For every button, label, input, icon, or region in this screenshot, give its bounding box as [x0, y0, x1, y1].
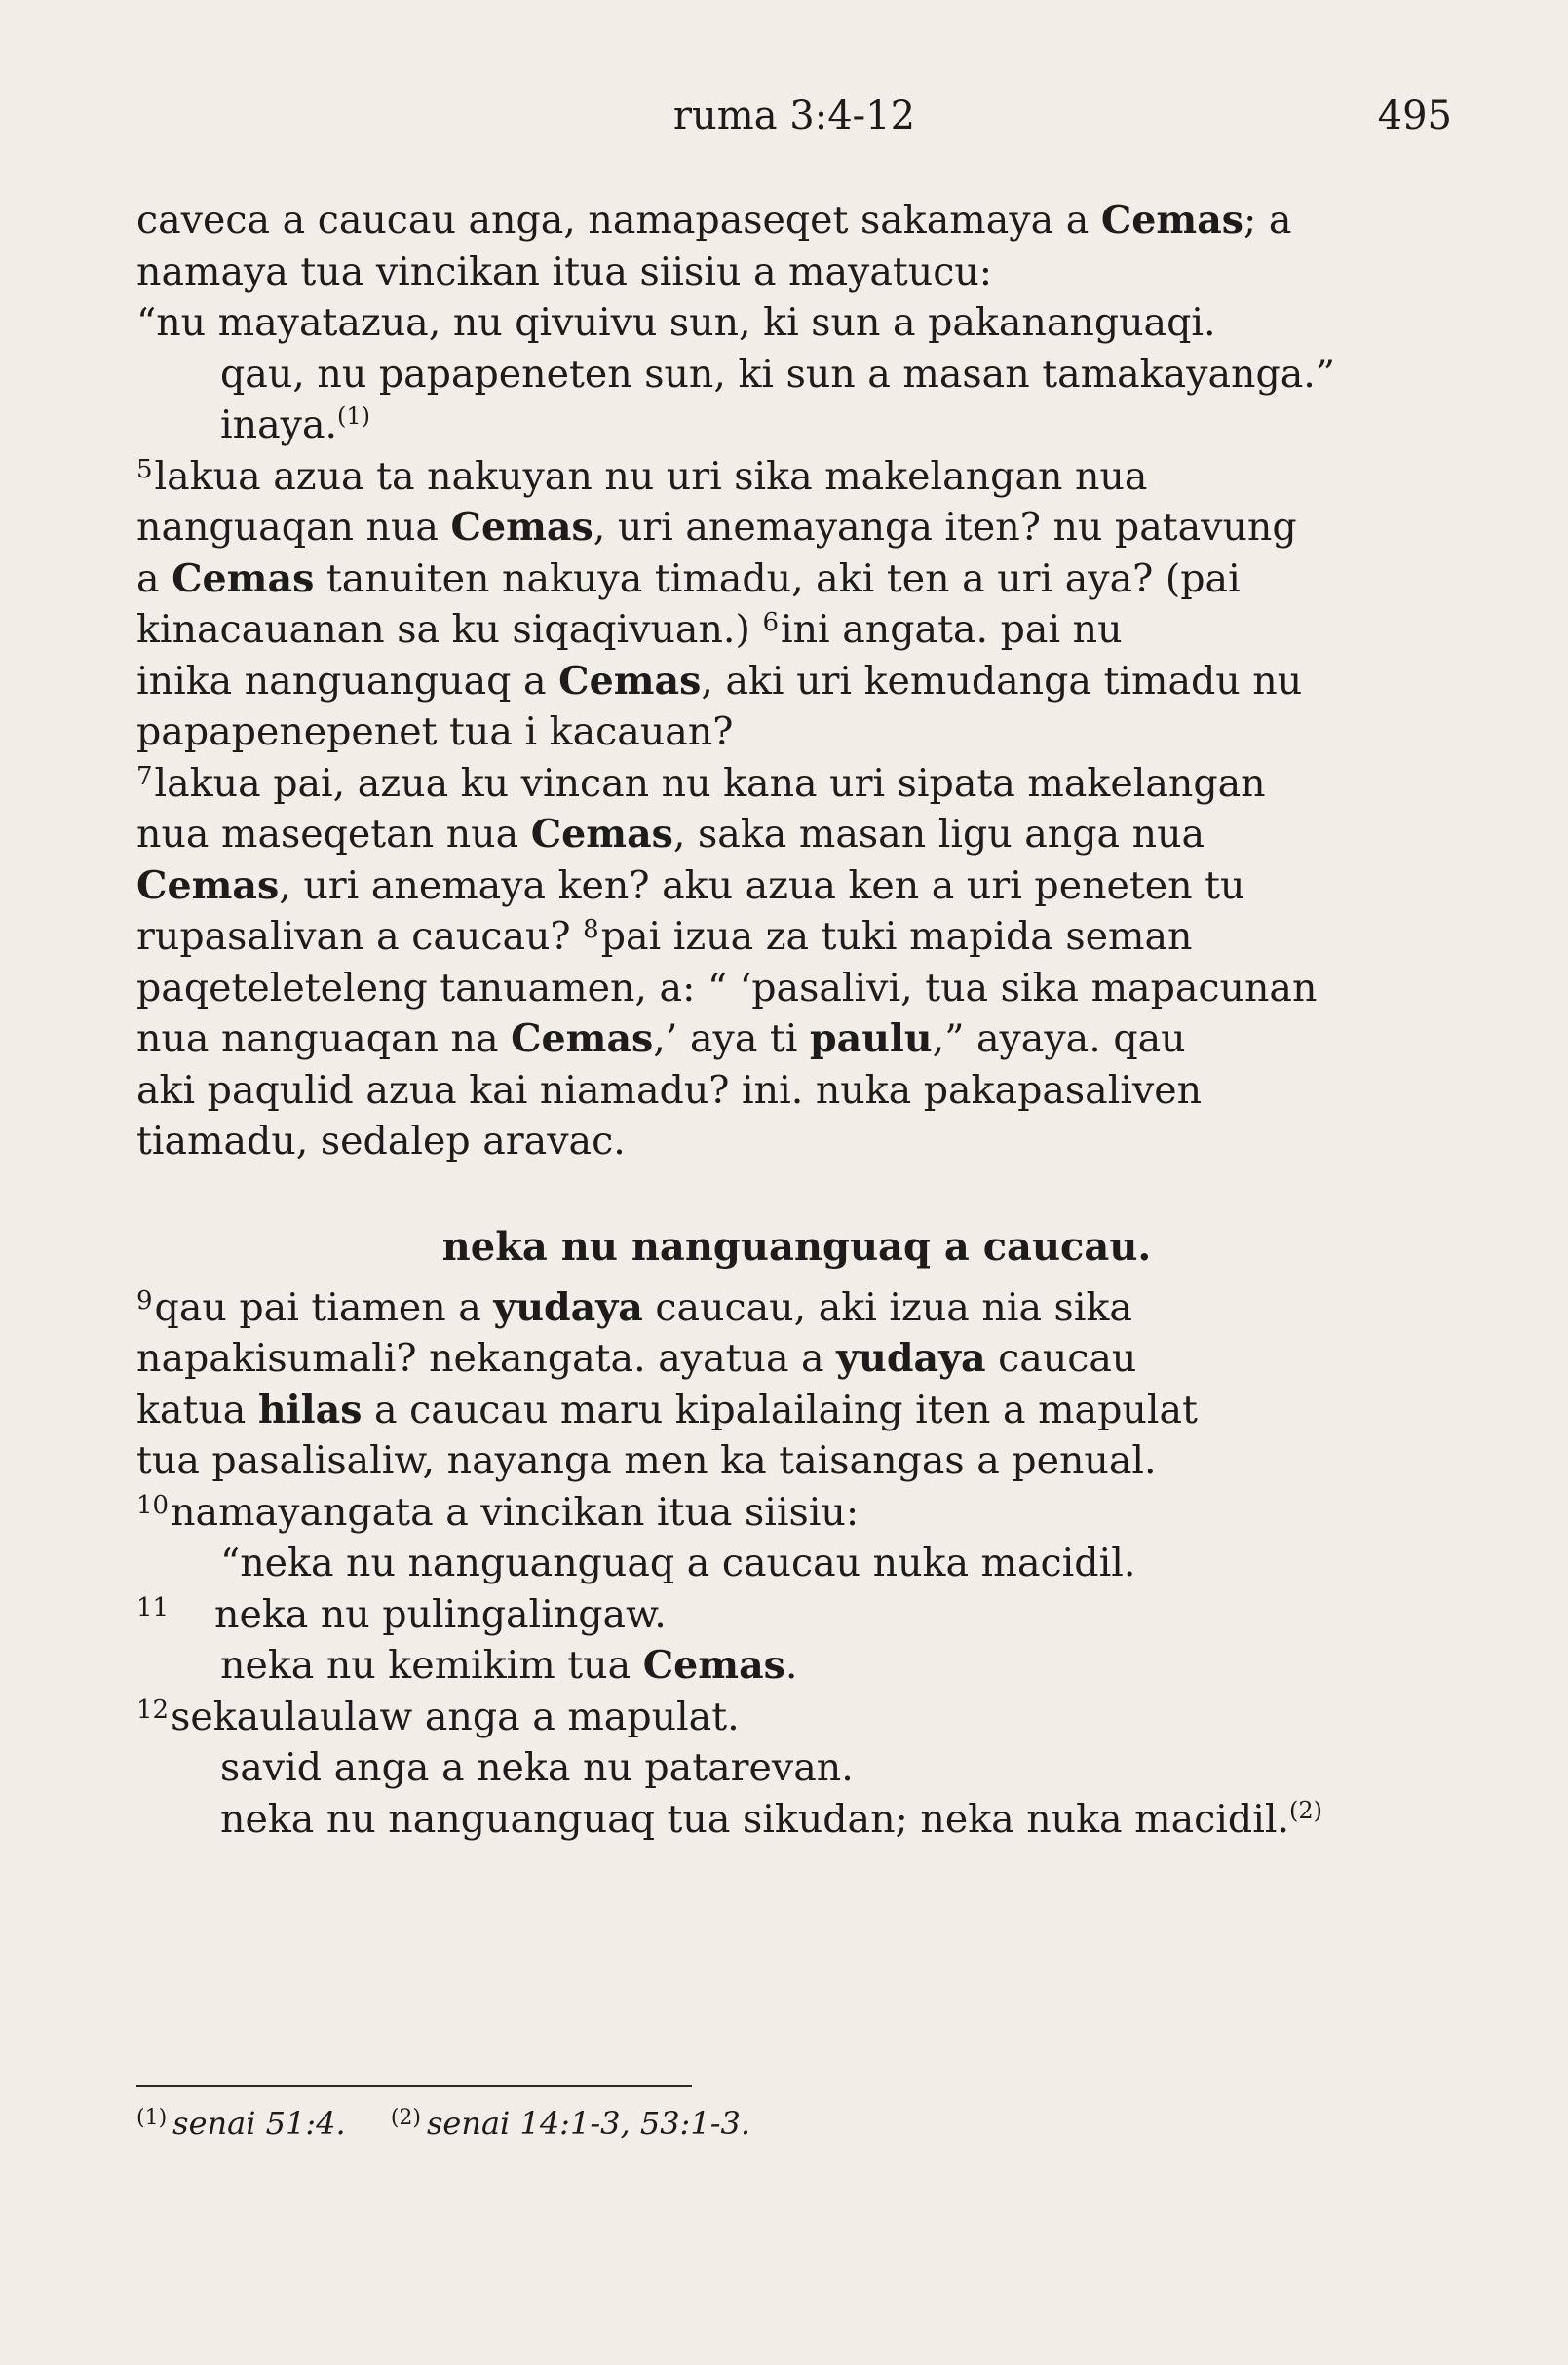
- text-line: [136, 451, 1457, 503]
- text-span: pai izua za tuki mapida seman: [600, 914, 1193, 959]
- text-span: , uri anemayanga iten? nu patavung: [593, 505, 1297, 550]
- text-line: [136, 1282, 1457, 1334]
- text-span: ,’ aya ti: [653, 1016, 810, 1061]
- text-line: [136, 502, 1457, 553]
- text-span: neka nu pulingalingaw.: [214, 1591, 667, 1637]
- people-name: hilas: [257, 1387, 363, 1432]
- quote-2: [136, 1538, 1457, 1845]
- text-span: nua maseqetan nua: [136, 812, 531, 857]
- verse-number-8: 8: [583, 915, 599, 944]
- text-span: ; a: [1243, 198, 1292, 243]
- text-line: [136, 1487, 1457, 1539]
- text-span: ini angata. pai nu: [780, 607, 1123, 652]
- text-line: tiamadu, sedalep aravac.: [136, 1119, 626, 1163]
- divine-name: Cemas: [136, 862, 280, 908]
- text-line: [136, 860, 1457, 912]
- text-span: .: [784, 1643, 798, 1688]
- footnote-text: senai 51:4.: [172, 2105, 346, 2142]
- text-span: napakisumali? nekangata. ayatua a: [136, 1336, 837, 1381]
- text-span: lakua pai, azua ku vincan nu kana uri sipata makelangan: [154, 760, 1266, 806]
- text-span: qau pai tiamen a: [154, 1284, 494, 1330]
- paragraph-4: [136, 1282, 1457, 1539]
- text-line: [136, 656, 1457, 707]
- footnote-ref-2[interactable]: (2): [1289, 1796, 1323, 1824]
- text-span: nanguaqan nua: [136, 505, 451, 550]
- text-line: [136, 604, 1457, 656]
- person-name: paulu: [809, 1016, 933, 1061]
- text-span: a caucau maru kipalailaing iten a mapulat: [362, 1387, 1198, 1432]
- divine-name: Cemas: [511, 1016, 654, 1061]
- quote-line: 11 neka nu pulingalingaw.: [136, 1591, 667, 1637]
- text-span: , saka masan ligu anga nua: [672, 812, 1205, 857]
- text-span: lakua azua ta nakuyan nu uri sika makelangan nua: [154, 453, 1148, 499]
- text-span: inika nanguanguaq a: [136, 658, 559, 704]
- people-name: yudaya: [493, 1284, 643, 1330]
- footnote-mark: (1): [136, 2106, 168, 2130]
- quote-line: “neka nu nanguanguaq a caucau nuka macidil.: [220, 1541, 1136, 1585]
- text-line: [136, 553, 1457, 605]
- text-span: caveca a caucau anga, namapaseqet sakamaya a: [136, 198, 1101, 243]
- verse-number-10: 10: [136, 1490, 170, 1520]
- quote-line: [136, 400, 1457, 451]
- text-line: [136, 1385, 1457, 1436]
- text-line: [136, 195, 1457, 247]
- text-span: ,” ayaya. qau: [932, 1016, 1186, 1061]
- paragraph-3: [136, 758, 1457, 1167]
- verse-number-6: 6: [762, 608, 779, 637]
- text-span: inaya.: [220, 402, 338, 447]
- footnotes: [136, 2105, 785, 2142]
- text-span: rupasalivan a caucau?: [136, 914, 584, 959]
- text-span: neka nu nanguanguaq tua sikudan; neka nuka macidil.: [220, 1796, 1290, 1842]
- footnote-text: senai 14:1-3, 53:1-3.: [427, 2105, 751, 2142]
- footnote-2: [391, 2105, 750, 2142]
- text-line: [136, 1013, 1457, 1065]
- quote-line: qau, nu papapeneten sun, ki sun a masan tamakayanga.”: [220, 351, 1336, 397]
- text-line: papapenepenet tua i kacauan?: [136, 709, 734, 754]
- quote-1: [136, 297, 1457, 451]
- divine-name: Cemas: [558, 658, 702, 704]
- text-span: neka nu kemikim tua: [220, 1643, 643, 1688]
- quote-line: savid anga a neka nu patarevan.: [220, 1745, 854, 1790]
- page-body: [136, 195, 1457, 1845]
- footnote-1: [136, 2105, 346, 2142]
- text-line: [136, 809, 1457, 860]
- text-span: kinacauanan sa ku siqaqivuan.): [136, 607, 763, 652]
- divine-name: Cemas: [172, 555, 315, 601]
- quote-line: [136, 1640, 1457, 1692]
- text-span: katua: [136, 1387, 258, 1432]
- paragraph-2: [136, 451, 1457, 758]
- footnote-rule: [136, 2085, 692, 2087]
- text-span: sekaulaulaw anga a mapulat.: [171, 1694, 740, 1739]
- section-heading: neka nu nanguanguaq a caucau.: [441, 1223, 1152, 1270]
- running-title: ruma 3:4-12: [672, 94, 916, 138]
- text-span: caucau: [985, 1336, 1137, 1381]
- text-line: aki paqulid azua kai niamadu? ini. nuka pakapasaliven: [136, 1067, 1203, 1113]
- running-head: [136, 94, 1452, 152]
- footnote-ref-1[interactable]: (1): [337, 402, 371, 430]
- text-line: [136, 1333, 1457, 1385]
- divine-name: Cemas: [450, 505, 593, 550]
- verse-number-7: 7: [136, 761, 153, 791]
- quote-line: [136, 1692, 1457, 1743]
- quote-line: “nu mayatazua, nu qivuivu sun, ki sun a pakananguaqi.: [136, 300, 1216, 345]
- divine-name: Cemas: [1100, 198, 1244, 243]
- text-line: paqeteleteleng tanuamen, a: “ ‘pasalivi, tua sika mapacunan: [136, 965, 1318, 1011]
- footnote-mark: (2): [390, 2106, 421, 2130]
- divine-name: Cemas: [642, 1643, 785, 1688]
- text-line: [136, 911, 1457, 963]
- text-span: , aki uri kemudanga timadu nu: [701, 658, 1303, 704]
- text-line: namaya tua vincikan itua siisiu a mayatucu:: [136, 248, 993, 294]
- text-span: tanuiten nakuya timadu, aki ten a uri aya? (pai: [314, 555, 1241, 601]
- text-span: caucau, aki izua nia sika: [642, 1284, 1132, 1330]
- text-span: a: [136, 555, 172, 601]
- quote-line: [136, 1794, 1457, 1846]
- text-span: namayangata a vincikan itua siisiu:: [171, 1489, 860, 1535]
- verse-number-12: 12: [136, 1695, 170, 1725]
- text-line: [136, 758, 1457, 810]
- verse-number-5: 5: [136, 454, 153, 484]
- divine-name: Cemas: [530, 812, 673, 857]
- verse-number-9: 9: [136, 1285, 153, 1316]
- text-span: , uri anemaya ken? aku azua ken a uri peneten tu: [279, 862, 1245, 908]
- text-span: nua nanguaqan na: [136, 1016, 512, 1061]
- page-number: 495: [1377, 94, 1452, 138]
- people-name: yudaya: [836, 1336, 986, 1381]
- paragraph-1: [136, 195, 1457, 297]
- text-line: tua pasalisaliw, nayanga men ka taisangas a penual.: [136, 1438, 1157, 1483]
